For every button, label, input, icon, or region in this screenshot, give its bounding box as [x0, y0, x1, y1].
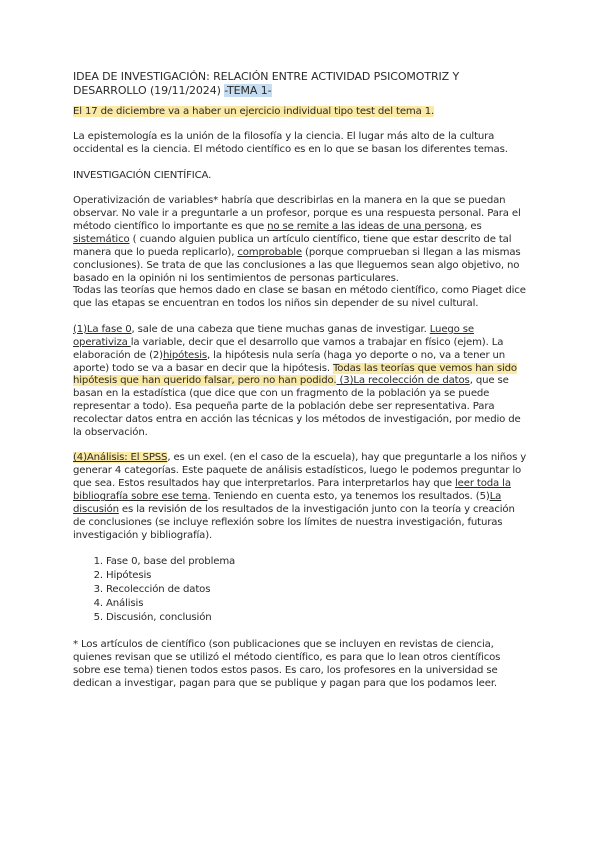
list-item: 5. Discusión, conclusión — [106, 611, 530, 625]
underlined-text: comprobable — [237, 246, 302, 258]
text-run: (porque comprueban si llegan a las mismas conclusiones). Se trata de que las conclusiones a las que lleguemos sean algo objetivo, no basado en la opinión ni los sentimientos de personas particulares. — [73, 246, 521, 284]
text-run: Operativización de variables* habría que describirlas en la manera en la que se puedan observar. No vale ir a preguntarle a un profesor, porque es una respuesta personal. Para el método científico lo importante es que — [73, 195, 521, 232]
text-run: , es — [464, 220, 482, 232]
list-item: 2. Hipótesis — [106, 569, 530, 583]
underlined-text: Luego se operativiza — [73, 323, 474, 348]
phases-paragraph — [73, 324, 530, 440]
text-run: la variable, decir que el desarrollo que vamos a trabajar en físico (ejem). La elaboración de (2) — [73, 336, 504, 361]
highlighted-text: Todas las teorías que vemos han sido hipótesis que han querido falsar, pero no han podido. — [73, 362, 517, 387]
list-item: 4. Análisis — [106, 597, 530, 611]
underlined-text: no se remite a las ideas de una persona — [267, 220, 465, 232]
page-title — [73, 70, 530, 98]
exam-notice — [73, 106, 530, 119]
highlighted-text: (4)Análisis: El SPSS — [73, 452, 168, 464]
steps-list — [73, 555, 530, 625]
intro-paragraph: La epistemología es la unión de la filosofía y la ciencia. El lugar más alto de la cultura occidental es la ciencia. El método científico es en lo que se basan los diferentes temas. — [73, 131, 508, 156]
text-run: , es un exel. (en el caso de la escuela), hay que preguntarle a los niños y generar 4 categorías. Este paquete de análisis estadísticos, luego le podemos preguntar lo que sea. Estos resultados hay que interpretarlos. Para interpretarlos hay que — [73, 452, 527, 490]
text-run: , que se basan en la estadística (que dice que con un fragmento de la población ya se puede representar a todo). Esa pequeña parte de la población debe ser representativa. Para recolectar datos entra en acción las técnicas y los métodos de investigación, por medio de la observación. — [73, 375, 521, 439]
underlined-text: leer toda la bibliografía sobre ese tema — [73, 478, 511, 503]
underlined-text: sistemático — [73, 233, 130, 245]
section-heading: INVESTIGACIÓN CIENTÍFICA. — [73, 169, 212, 181]
analysis-paragraph — [73, 452, 530, 542]
underlined-text: (3)La recolección de datos — [336, 375, 470, 387]
title-text: IDEA DE INVESTIGACIÓN: RELACIÓN ENTRE ACTIVIDAD PSICOMOTRIZ Y DESARROLLO (19/11/2024) — [73, 70, 460, 97]
text-run: , la hipótesis nula sería (haga yo deporte o no, va a tener un aporte) todo se va a basar en decir que la hipótesis. — [73, 349, 506, 374]
underlined-text: hipótesis — [162, 349, 208, 361]
exam-notice-text: El 17 de diciembre va a haber un ejercicio individual tipo test del tema 1. — [73, 106, 435, 117]
list-item: 1. Fase 0, base del problema — [106, 555, 530, 569]
text-run: . Teniendo en cuenta esto, ya tenemos los resultados. (5) — [207, 491, 490, 503]
title-tag: -TEMA 1- — [224, 84, 272, 97]
text-run: , sale de una cabeza que tiene muchas ganas de investigar. — [131, 323, 430, 335]
footnote-paragraph: * Los artículos de científico (son publicaciones que se incluyen en revistas de ciencia, quienes revisan que se utilizó el método científico, es para que lo lean otros científicos sobre ese tema) tienen todos estos pasos. Es caro, los profesores en la universidad se dedican a investigar, pagan para que se publique y pagan para que los podamos leer. — [73, 639, 501, 689]
underlined-text: (1)La fase 0 — [73, 323, 132, 335]
text-run: es la revisión de los resultados de la investigación junto con la teoría y creación de conclusiones (se incluye reflexión sobre los límites de nuestra investigación, futuras investigación y bibliografía). — [73, 504, 515, 541]
method-paragraph — [73, 195, 530, 285]
underlined-text: La discusión — [73, 491, 502, 516]
text-run: ( cuando alguien publica un artículo científico, tiene que estar descrito de tal manera que lo pueda replicarlo), — [73, 233, 512, 258]
list-item: 3. Recolección de datos — [106, 583, 530, 597]
theories-paragraph: Todas las teorías que hemos dado en clase se basan en método científico, como Piaget dice que las etapas se encuentran en todos los niños sin depender de su nivel cultural. — [73, 285, 526, 310]
